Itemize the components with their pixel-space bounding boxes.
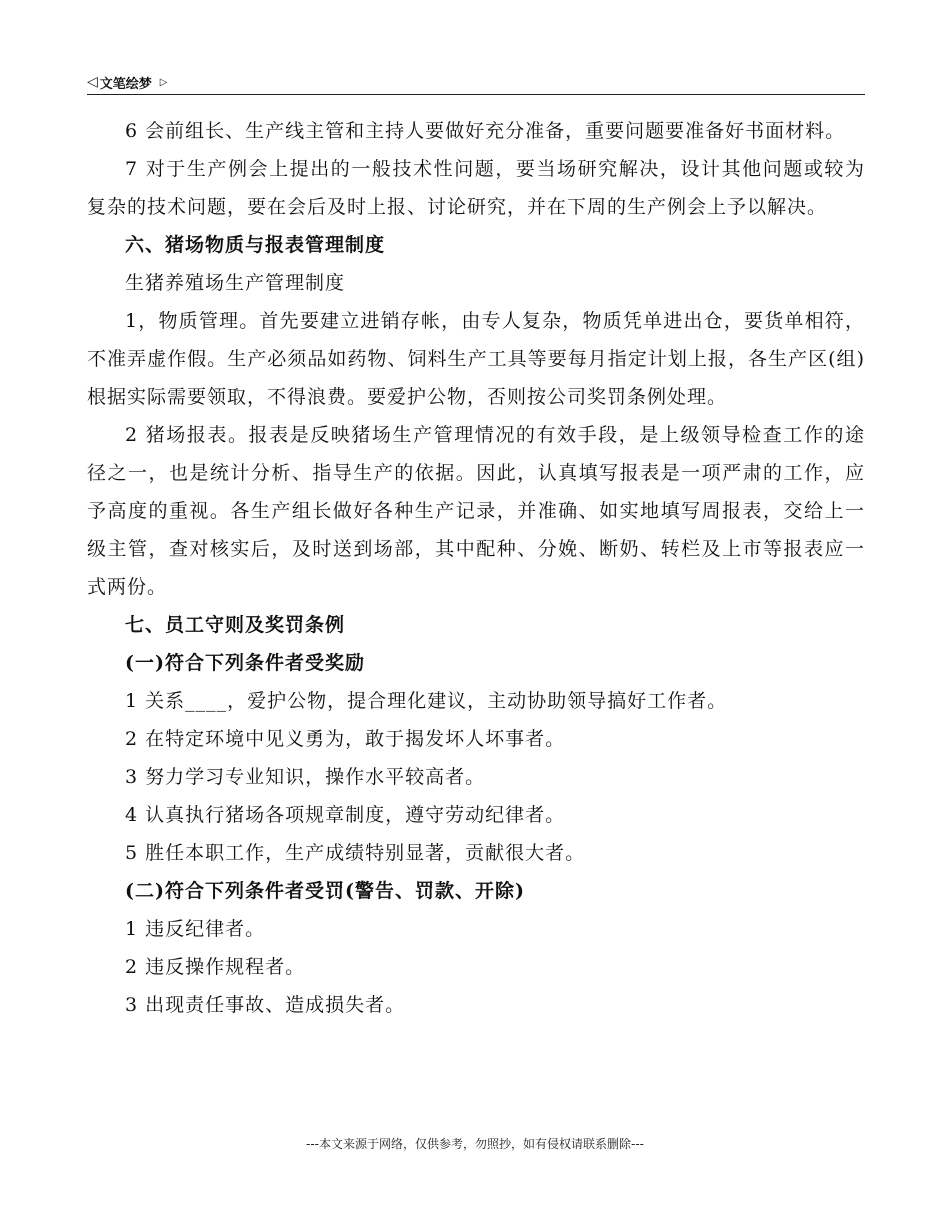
right-triangle-icon: ▷ xyxy=(159,76,168,88)
paragraph-meeting-prep: 6 会前组长、生产线主管和主持人要做好充分准备，重要问题要准备好书面材料。 xyxy=(125,120,846,142)
reward-item-3: 3 努力学习专业知识，操作水平较高者。 xyxy=(125,766,486,788)
penalty-item-3: 3 出现责任事故、造成损失者。 xyxy=(125,994,406,1016)
document-body xyxy=(87,112,865,1024)
section-heading-seven: 七、员工守则及奖罚条例 xyxy=(125,614,346,636)
section-heading-six: 六、猪场物质与报表管理制度 xyxy=(125,234,386,256)
penalty-item-1: 1 违反纪律者。 xyxy=(125,918,266,940)
left-triangle-icon: ◁ xyxy=(87,74,98,90)
page-footer: ---本文来源于网络，仅供参考，勿照抄，如有侵权请联系删除--- xyxy=(306,1137,644,1151)
header-title: 文笔绘梦 xyxy=(99,76,152,92)
paragraph-technical-issues: 7 对于生产例会上提出的一般技术性问题，要当场研究解决，设计其他问题或较为复杂的技术问题，要在会后及时上报、讨论研究，并在下周的生产例会上予以解决。 xyxy=(87,158,865,218)
paragraph-reports: 2 猪场报表。报表是反映猪场生产管理情况的有效手段，是上级领导检查工作的途径之一，也是统计分析、指导生产的依据。因此，认真填写报表是一项严肃的工作，应予高度的重视。各生产组长做好各种生产记录，并准确、如实地填写周报表，交给上一级主管，查对核实后，及时送到场部，其中配种、分娩、断奶、转栏及上市等报表应一式两份。 xyxy=(87,424,865,598)
penalty-item-2: 2 违反操作规程者。 xyxy=(125,956,306,978)
reward-item-2: 2 在特定环境中见义勇为，敢于揭发坏人坏事者。 xyxy=(125,728,566,750)
subheading-penalties: (二)符合下列条件者受罚(警告、罚款、开除) xyxy=(125,880,525,902)
reward-item-4: 4 认真执行猪场各项规章制度，遵守劳动纪律者。 xyxy=(125,804,566,826)
reward-item-5: 5 胜任本职工作，生产成绩特别显著，贡献很大者。 xyxy=(125,842,586,864)
paragraph-material-management: 1，物质管理。首先要建立进销存帐，由专人复杂，物质凭单进出仓，要货单相符，不准弄虚作假。生产必须品如药物、饲料生产工具等要每月指定计划上报，各生产区(组)根据实际需要领取，不得浪费。要爱护公物，否则按公司奖罚条例处理。 xyxy=(87,310,865,408)
subtitle-management: 生猪养殖场生产管理制度 xyxy=(125,272,346,294)
subheading-rewards: (一)符合下列条件者受奖励 xyxy=(125,652,365,674)
reward-item-1: 1 关系____，爱护公物，提合理化建议，主动协助领导搞好工作者。 xyxy=(125,690,728,712)
page-header xyxy=(87,70,865,95)
